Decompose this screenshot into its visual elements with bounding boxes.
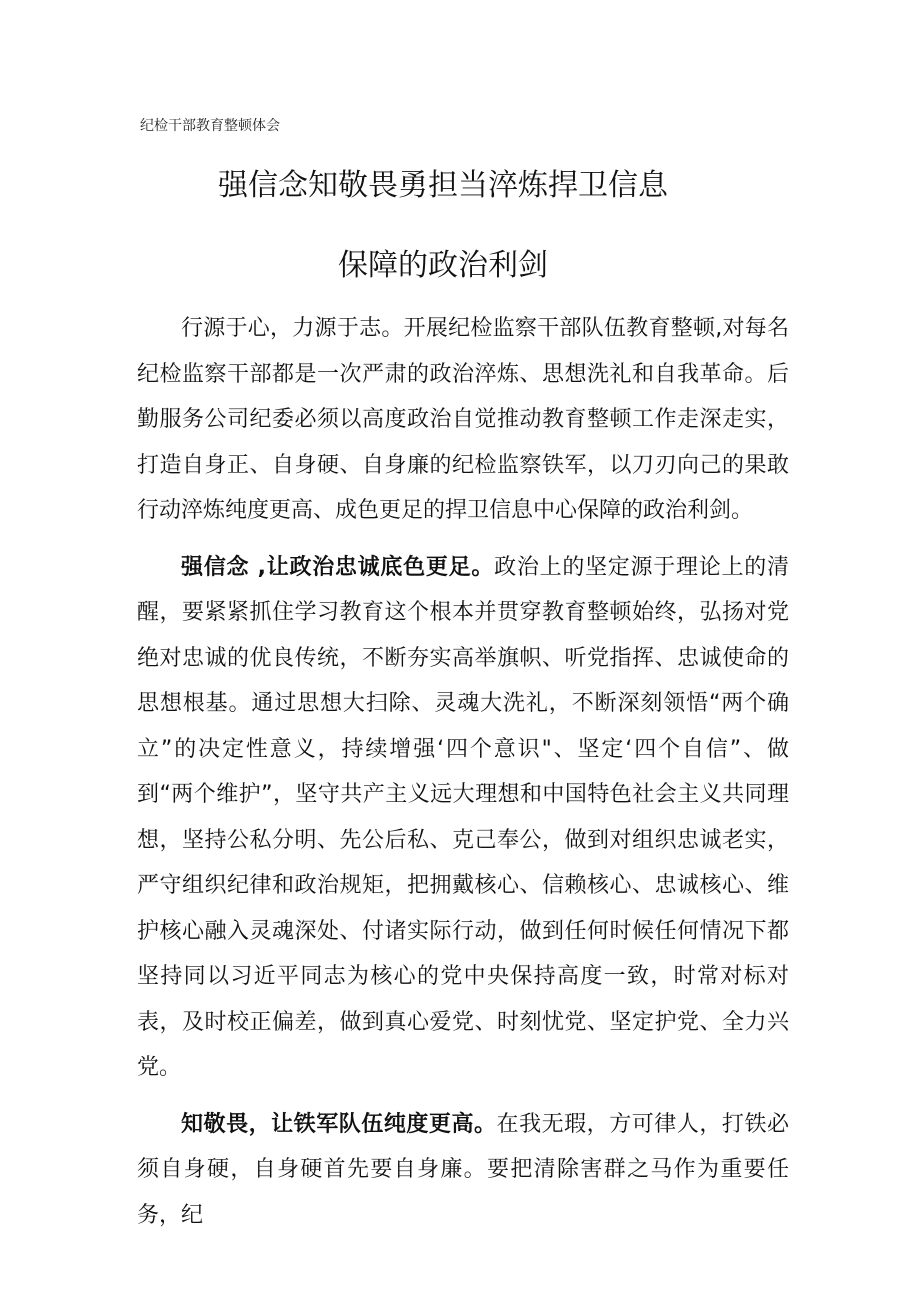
paragraph-intro — [137, 306, 789, 534]
document-title-line-1: 强信念知敬畏勇担当淬炼捍卫信息 — [218, 168, 668, 203]
document-title-line-2: 保障的政治利剑 — [338, 248, 548, 283]
paragraph-text: 行源于心，力源于志。开展纪检监察干部队伍教育整顿,对每名纪检监察干部都是一次严肃的政治淬炼、思想洗礼和自我革命。后勤服务公司纪委必须以高度政治自觉推动教育整顿工作走深走实，打造自身正、自身硬、自身廉的纪检监察铁军，以刀刃向己的果敢行动淬炼纯度更高、成色更足的捍卫信息中心保障的政治利剑。 — [137, 316, 789, 523]
paragraph-belief — [137, 545, 789, 1091]
paragraph-lead: 知敬畏，让铁军队伍纯度更高。 — [181, 1111, 497, 1137]
paragraph-text: 在我无瑕，方可律人，打铁必须自身硬，自身硬首先要自身廉。要把清除害群之马作为重要任务，纪 — [137, 1111, 789, 1228]
paragraph-lead: 强信念 ,让政治忠诚底色更足。 — [181, 554, 495, 580]
document-header-label: 纪检干部教育整顿体会 — [140, 118, 280, 134]
paragraph-text: 政治上的坚定源于理论上的清醒，要紧紧抓住学习教育这个根本并贯穿教育整顿始终，弘扬对党绝对忠诚的优良传统，不断夯实高举旗帜、听党指挥、忠诚使命的思想根基。通过思想大扫除、灵魂大洗礼，不断深刻领悟“两个确立”的决定性意义，持续增强‘四个意识"、坚定‘四个自信”、做到“两个维护”，坚守共产主义远大理想和中国特色社会主义共同理想，坚持公私分明、先公后私、克己奉公，做到对组织忠诚老实，严守组织纪律和政治规矩，把拥戴核心、信赖核心、忠诚核心、维护核心融入灵魂深处、付诸实际行动，做到任何时候任何情况下都坚持同以习近平同志为核心的党中央保持高度一致，时常对标对表，及时校正偏差，做到真心爱党、时刻忧党、坚定护党、全力兴党。 — [137, 554, 789, 1080]
paragraph-reverence — [137, 1102, 789, 1239]
document-body — [137, 306, 789, 1249]
